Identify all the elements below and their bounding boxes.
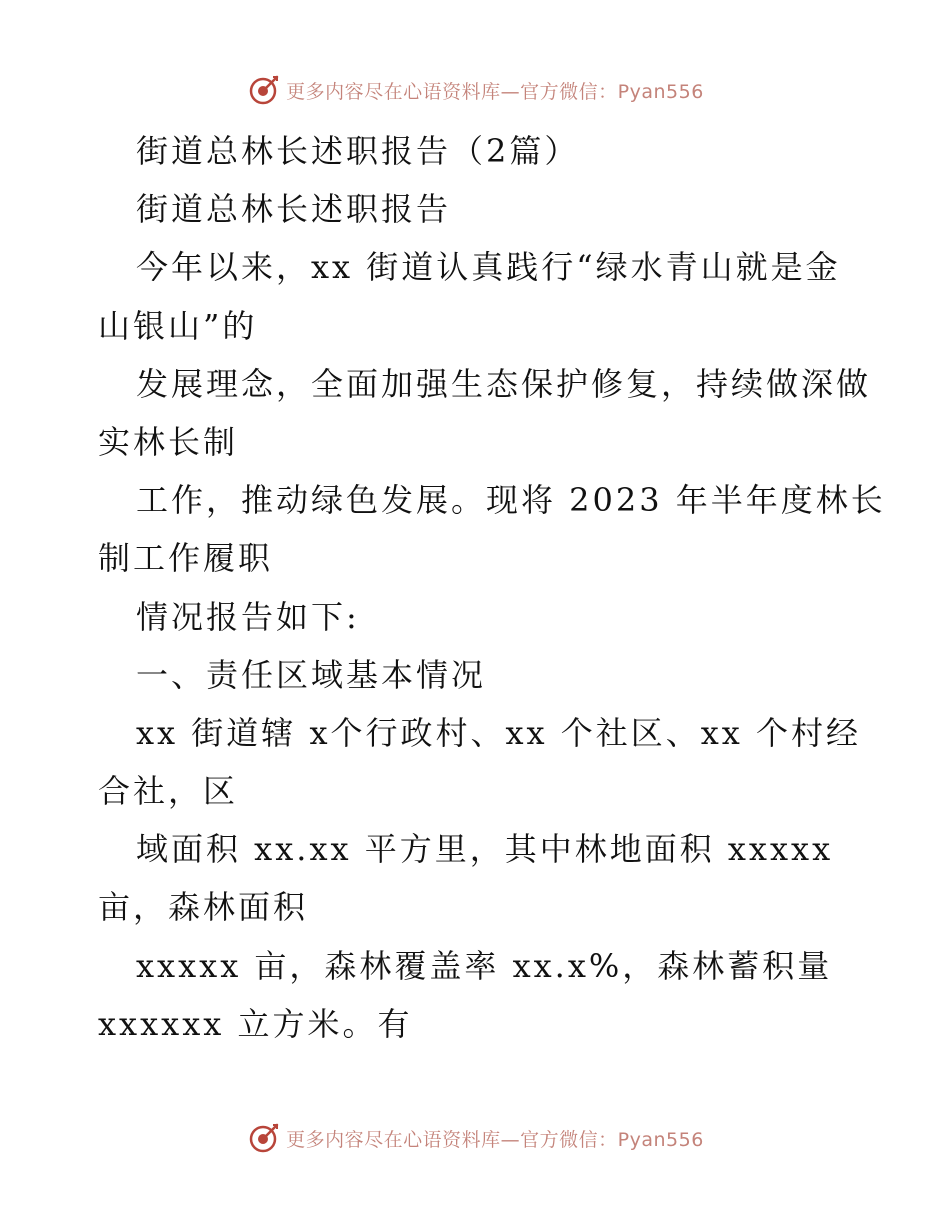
- watermark-text: 更多内容尽在心语资料库—官方微信：Pyan556: [286, 1128, 704, 1151]
- brand-logo-icon: [246, 1121, 280, 1155]
- paragraph-line: xxxxxx 立方米。有: [98, 1004, 413, 1043]
- paragraph-line: 情况报告如下:: [136, 597, 360, 636]
- watermark-text: 更多内容尽在心语资料库—官方微信：Pyan556: [286, 80, 704, 103]
- paragraph-line: 发展理念，全面加强生态保护修复，持续做深做: [136, 364, 872, 403]
- paragraph-line: 亩，森林面积: [98, 888, 309, 927]
- footer-watermark: [0, 1118, 950, 1158]
- paragraph-line: 今年以来，xx 街道认真践行“绿水青山就是金: [136, 248, 841, 287]
- report-heading: 街道总林长述职报告: [136, 190, 452, 229]
- brand-logo-icon: [246, 73, 280, 107]
- paragraph-line: 域面积 xx.xx 平方里，其中林地面积 xxxxx: [136, 830, 834, 869]
- paragraph-line: 合社，区: [98, 772, 239, 811]
- paragraph-line: 山银山”的: [98, 306, 258, 345]
- paragraph-line: 工作，推动绿色发展。现将 2023 年半年度林长: [136, 481, 886, 520]
- paragraph-line: xxxxx 亩，森林覆盖率 xx.x%，森林蓄积量: [136, 946, 833, 985]
- paragraph-line: 制工作履职: [98, 539, 274, 578]
- document-body: [98, 122, 886, 1053]
- paragraph-line: xx 街道辖 x个行政村、xx 个社区、xx 个村经: [136, 713, 862, 752]
- document-title: 街道总林长述职报告（2篇）: [136, 132, 580, 170]
- header-watermark: [0, 70, 950, 110]
- paragraph-line: 实林长制: [98, 422, 239, 461]
- section-heading: 一、责任区域基本情况: [136, 655, 487, 694]
